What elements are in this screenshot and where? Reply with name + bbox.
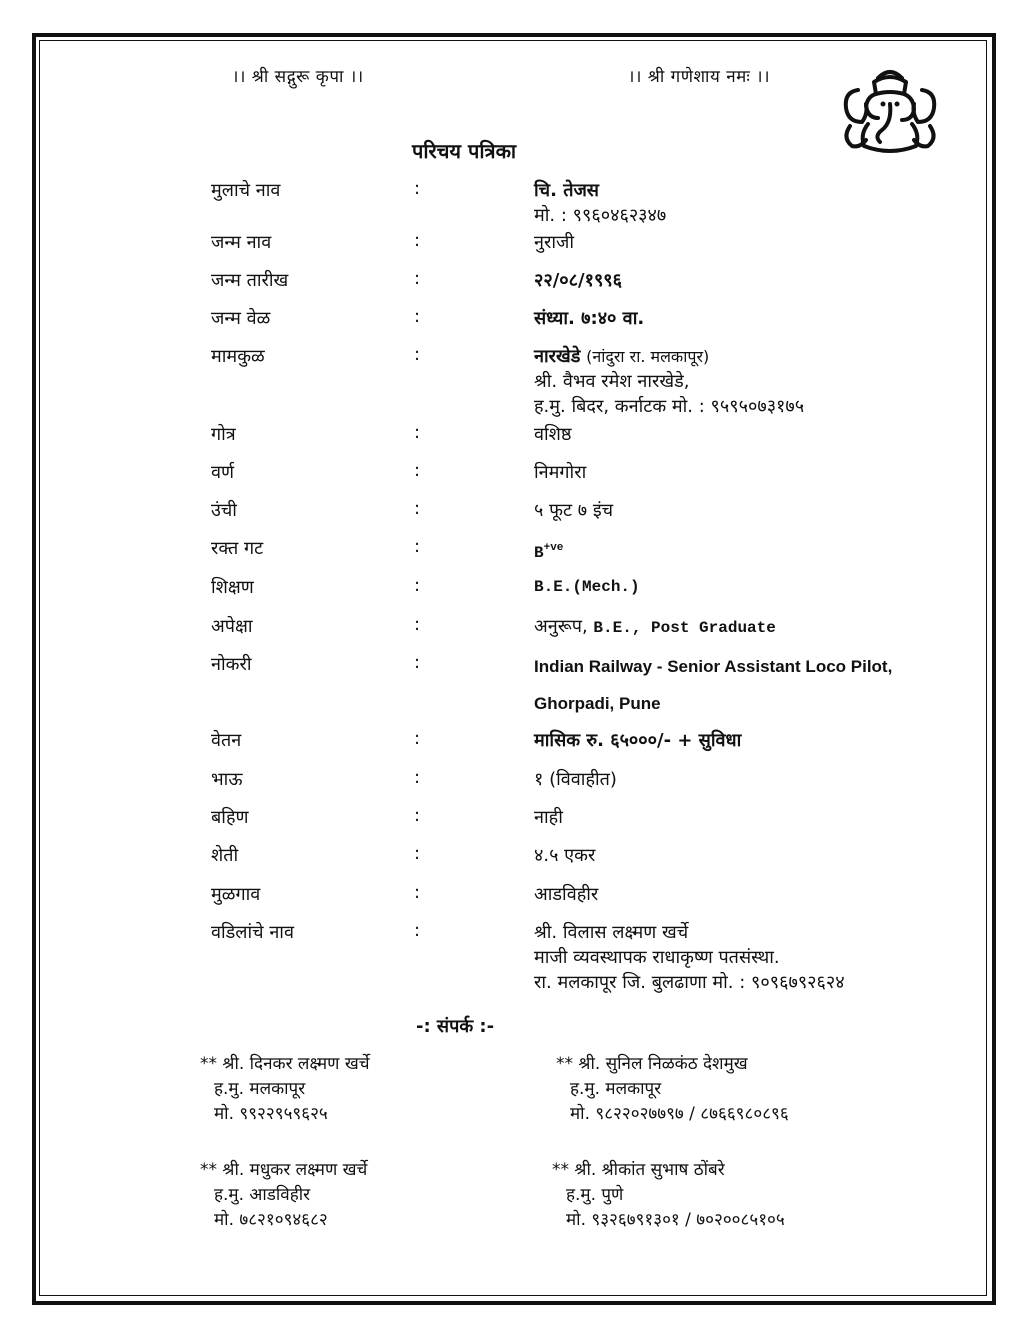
mamkul-place: (नांदुरा रा. मलकापूर) (586, 347, 710, 366)
contact-name: ** श्री. दिनकर लक्ष्मण खर्चे (200, 1054, 370, 1074)
separator: : (414, 843, 421, 864)
contact-phone: मो. ९८२२०२७७९७ / ८७६६९८०८९६ (570, 1104, 789, 1124)
value-farm: ४.५ एकर (534, 845, 596, 866)
label-birth-time: जन्म वेळ (211, 308, 271, 329)
father-occupation: माजी व्यवस्थापक राधाकृष्ण पतसंस्था. (534, 947, 780, 968)
ganesha-icon (838, 64, 942, 156)
separator: : (414, 536, 421, 557)
blood-group-letter: B (534, 544, 544, 562)
value-birth-name: नुराजी (534, 232, 575, 253)
contact-card (200, 1158, 367, 1233)
value-birth-time: संध्या. ७:४० वा. (534, 308, 645, 329)
value-education: B.E.(Mech.) (534, 578, 640, 596)
separator: : (414, 344, 421, 365)
contact-heading: -: संपर्क :- (416, 1016, 495, 1037)
label-father: वडिलांचे नाव (211, 922, 294, 943)
separator: : (414, 460, 421, 481)
label-brother: भाऊ (211, 769, 243, 790)
contact-name: ** श्री. मधुकर लक्ष्मण खर्चे (200, 1160, 368, 1180)
label-complexion: वर्ण (211, 462, 235, 483)
label-expectation: अपेक्षा (211, 616, 253, 637)
header-left-blessing: ।। श्री सद्गुरू कृपा ।। (232, 67, 364, 87)
contact-card (556, 1052, 789, 1127)
separator: : (414, 805, 421, 826)
value-gotra: वशिष्ठ (534, 424, 572, 445)
contact-phone: मो. ७८२१०९४६८२ (214, 1210, 328, 1230)
separator: : (414, 230, 421, 251)
mamkul-surname: नारखेडे (534, 346, 581, 367)
label-blood-group: रक्त गट (211, 538, 264, 559)
name-text: चि. तेजस (534, 180, 599, 201)
separator: : (414, 767, 421, 788)
separator: : (414, 614, 421, 635)
contact-phone: मो. ९९२२९५९६२५ (214, 1104, 328, 1124)
label-job: नोकरी (211, 654, 252, 675)
contact-place: ह.मु. मलकापूर (214, 1079, 306, 1099)
contact-name: ** श्री. श्रीकांत सुभाष ठोंबरे (552, 1160, 725, 1180)
separator: : (414, 178, 421, 199)
contact-place: ह.मु. पुणे (566, 1185, 624, 1205)
label-salary: वेतन (211, 730, 242, 751)
contact-place: ह.मु. मलकापूर (570, 1079, 662, 1099)
separator: : (414, 268, 421, 289)
value-name (534, 178, 666, 228)
value-native: आडविहीर (534, 884, 599, 905)
label-height: उंची (211, 500, 237, 521)
label-birth-name: जन्म नाव (211, 232, 272, 253)
contact-name: ** श्री. सुनिल निळकंठ देशमुख (556, 1054, 748, 1074)
contact-phone: मो. ९३२६७९१३०१ / ७०२००८५१०५ (566, 1210, 785, 1230)
value-birth-date: २२/०८/१९९६ (534, 270, 623, 291)
value-father (534, 920, 845, 995)
separator: : (414, 306, 421, 327)
separator: : (414, 575, 421, 596)
header-right-blessing: ।। श्री गणेशाय नमः ।। (628, 67, 771, 87)
father-name: श्री. विलास लक्ष्मण खर्चे (534, 922, 689, 943)
value-salary: मासिक रु. ६५०००/- + सुविधा (534, 730, 742, 751)
contact-place: ह.मु. आडविहीर (214, 1185, 311, 1205)
value-height: ५ फूट ७ इंच (534, 500, 614, 521)
value-blood-group (534, 536, 563, 566)
father-address: रा. मलकापूर जि. बुलढाणा मो. : ९०९६७९२६२४ (534, 972, 845, 993)
value-job (534, 648, 892, 722)
separator: : (414, 728, 421, 749)
separator: : (414, 920, 421, 941)
label-education: शिक्षण (211, 577, 254, 598)
mamkul-address: ह.मु. बिदर, कर्नाटक मो. : ९५९५०७३१७५ (534, 396, 805, 417)
label-mamkul: मामकुळ (211, 346, 265, 367)
label-birth-date: जन्म तारीख (211, 270, 289, 291)
contact-card (200, 1052, 370, 1127)
job-line-2: Ghorpadi, Pune (534, 694, 661, 713)
value-brother: १ (विवाहीत) (534, 769, 617, 790)
label-native: मुळगाव (211, 884, 261, 905)
blood-group-sign: +ve (543, 542, 564, 554)
separator: : (414, 498, 421, 519)
separator: : (414, 652, 421, 673)
page-title: परिचय पत्रिका (412, 139, 517, 163)
value-sister: नाही (534, 807, 563, 828)
label-farm: शेती (211, 845, 239, 866)
expectation-prefix: अनुरूप, (534, 616, 588, 637)
name-mobile: मो. : ९९६०४६२३४७ (534, 205, 667, 226)
label-sister: बहिण (211, 807, 249, 828)
job-line-1: Indian Railway - Senior Assistant Loco Pilot, (534, 657, 893, 676)
label-name: मुलाचे नाव (211, 180, 281, 201)
mamkul-person: श्री. वैभव रमेश नारखेडे, (534, 371, 690, 392)
value-expectation (534, 614, 776, 641)
expectation-text: B.E., Post Graduate (593, 619, 776, 637)
value-complexion: निमगोरा (534, 462, 587, 483)
separator: : (414, 882, 421, 903)
label-gotra: गोत्र (211, 424, 236, 445)
separator: : (414, 422, 421, 443)
contact-card (552, 1158, 785, 1233)
value-mamkul (534, 344, 804, 419)
